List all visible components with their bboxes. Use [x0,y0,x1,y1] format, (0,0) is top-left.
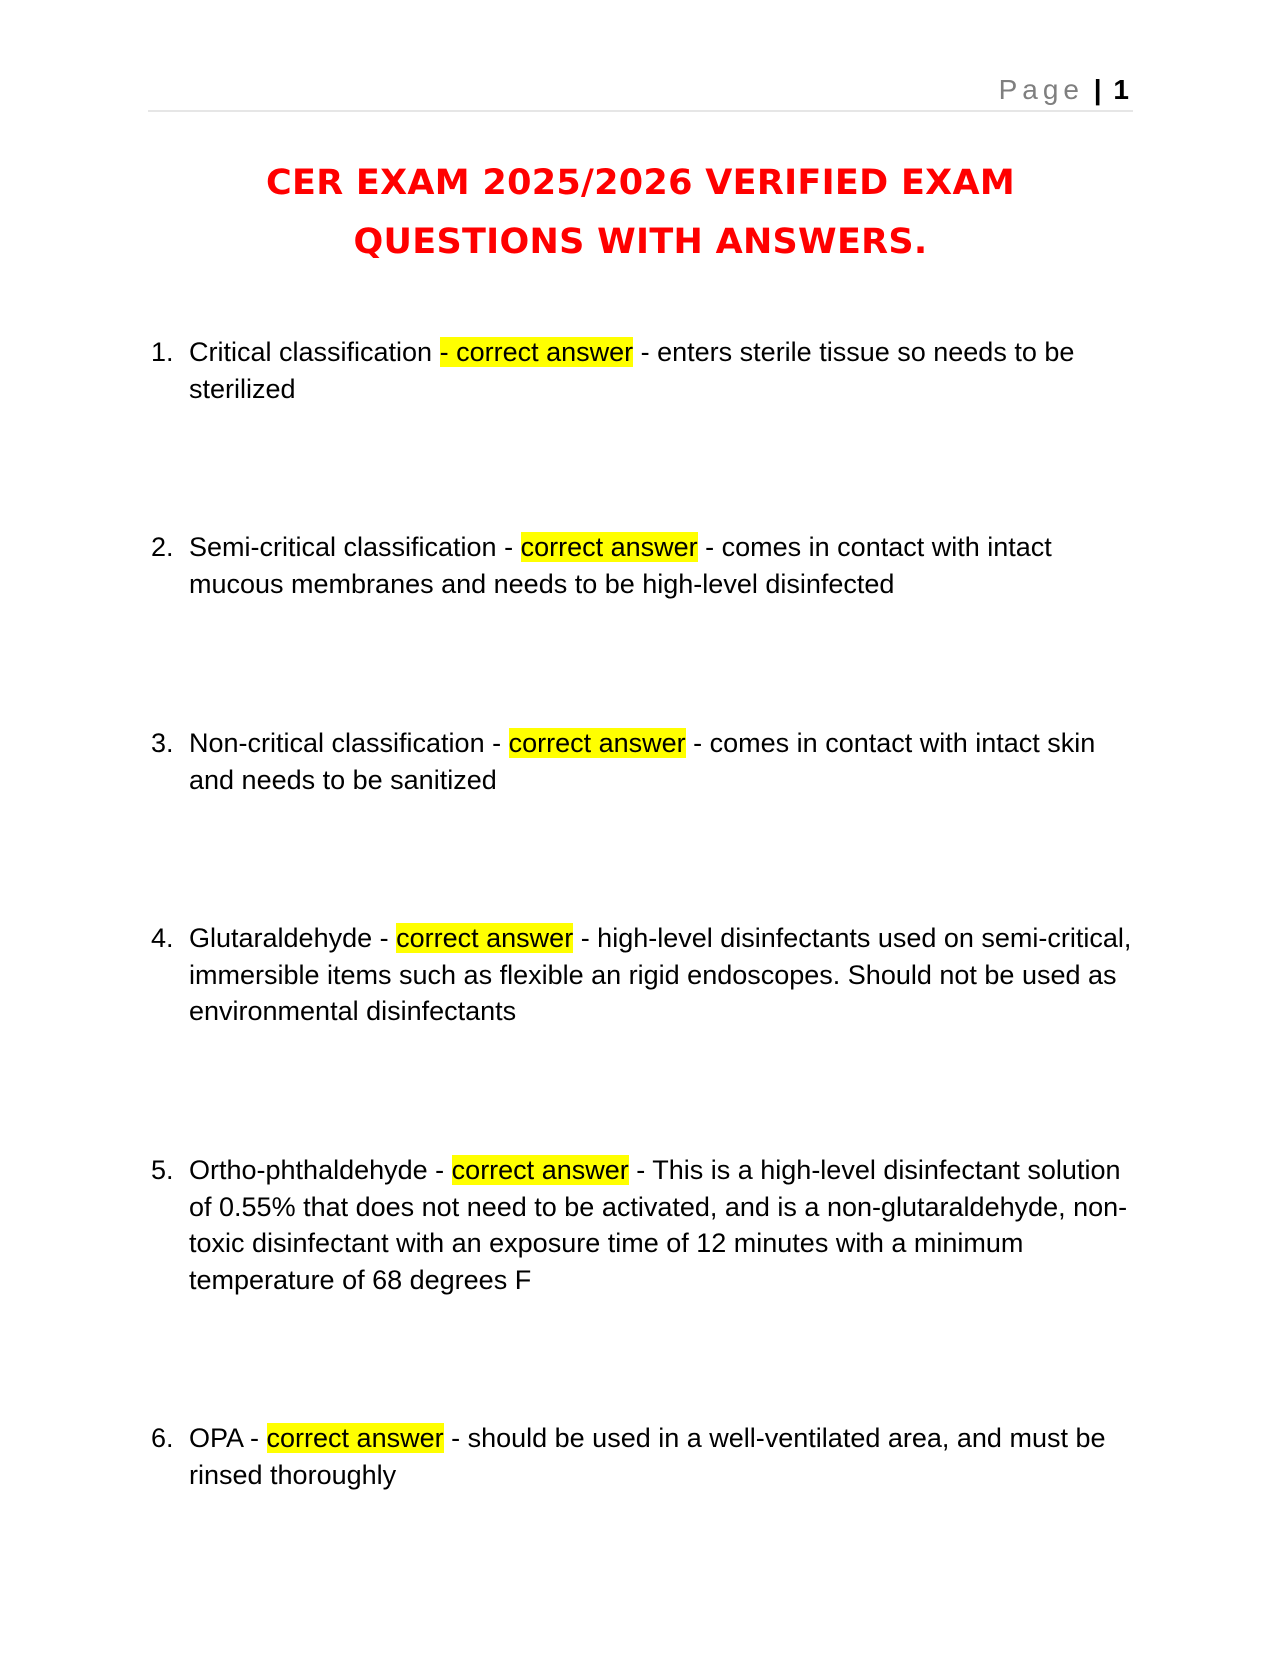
item-term: Ortho-phthaldehyde - [189,1155,452,1185]
qa-item-2 [151,529,1136,602]
page-indicator [999,74,1129,106]
item-answer: - comes in contact with intact mucous membranes and needs to be high-level disinfected [189,532,1052,599]
item-text [189,1152,1136,1298]
page-number: 1 [1113,74,1129,105]
page-word: Page [998,74,1085,105]
item-number: 4. [151,923,174,953]
correct-answer-highlight: correct answer [396,923,574,953]
item-answer: - enters sterile tissue so needs to be sterilized [189,337,1075,404]
item-number: 1. [151,337,174,367]
page-header [148,72,1133,112]
item-term: Non-critical classification - [189,728,509,758]
item-term: OPA - [189,1423,267,1453]
qa-item-4 [151,920,1136,1030]
item-text [189,725,1136,798]
correct-answer-highlight: correct answer [508,728,686,758]
item-text [189,920,1136,1030]
document-title-line-2: QUESTIONS WITH ANSWERS. [353,222,928,262]
qa-item-1 [151,334,1136,407]
item-text [189,529,1136,602]
item-answer: - high-level disinfectants used on semi-critical, immersible items such as flexible an rigid endoscopes. Should not be used as environmental disinfectants [189,923,1132,1026]
qa-item-6 [151,1420,1136,1493]
correct-answer-highlight: - correct answer [439,337,634,367]
qa-item-3 [151,725,1136,798]
document-title [148,154,1133,272]
item-number: 2. [151,532,174,562]
item-answer: - should be used in a well-ventilated area, and must be rinsed thoroughly [189,1423,1106,1490]
item-term: Semi-critical classification - [189,532,521,562]
item-text [189,334,1136,407]
item-term: Glutaraldehyde - [189,923,397,953]
item-number: 6. [151,1423,174,1453]
correct-answer-highlight: correct answer [451,1155,629,1185]
correct-answer-highlight: correct answer [520,532,698,562]
item-answer: - This is a high-level disinfectant solution of 0.55% that does not need to be activated, and is a non-glutaraldehyde, non-toxic disinfectant with an exposure time of 12 minutes with a minimum temperature of 68 degrees F [189,1155,1128,1295]
item-number: 5. [151,1155,174,1185]
item-text [189,1420,1136,1493]
qa-item-5 [151,1152,1136,1298]
correct-answer-highlight: correct answer [266,1423,444,1453]
item-term: Critical classification [189,337,440,367]
item-number: 3. [151,728,174,758]
document-title-line-1: CER EXAM 2025/2026 VERIFIED EXAM [266,163,1015,203]
item-answer: - comes in contact with intact skin and needs to be sanitized [189,728,1096,795]
page-separator: | [1093,74,1102,105]
